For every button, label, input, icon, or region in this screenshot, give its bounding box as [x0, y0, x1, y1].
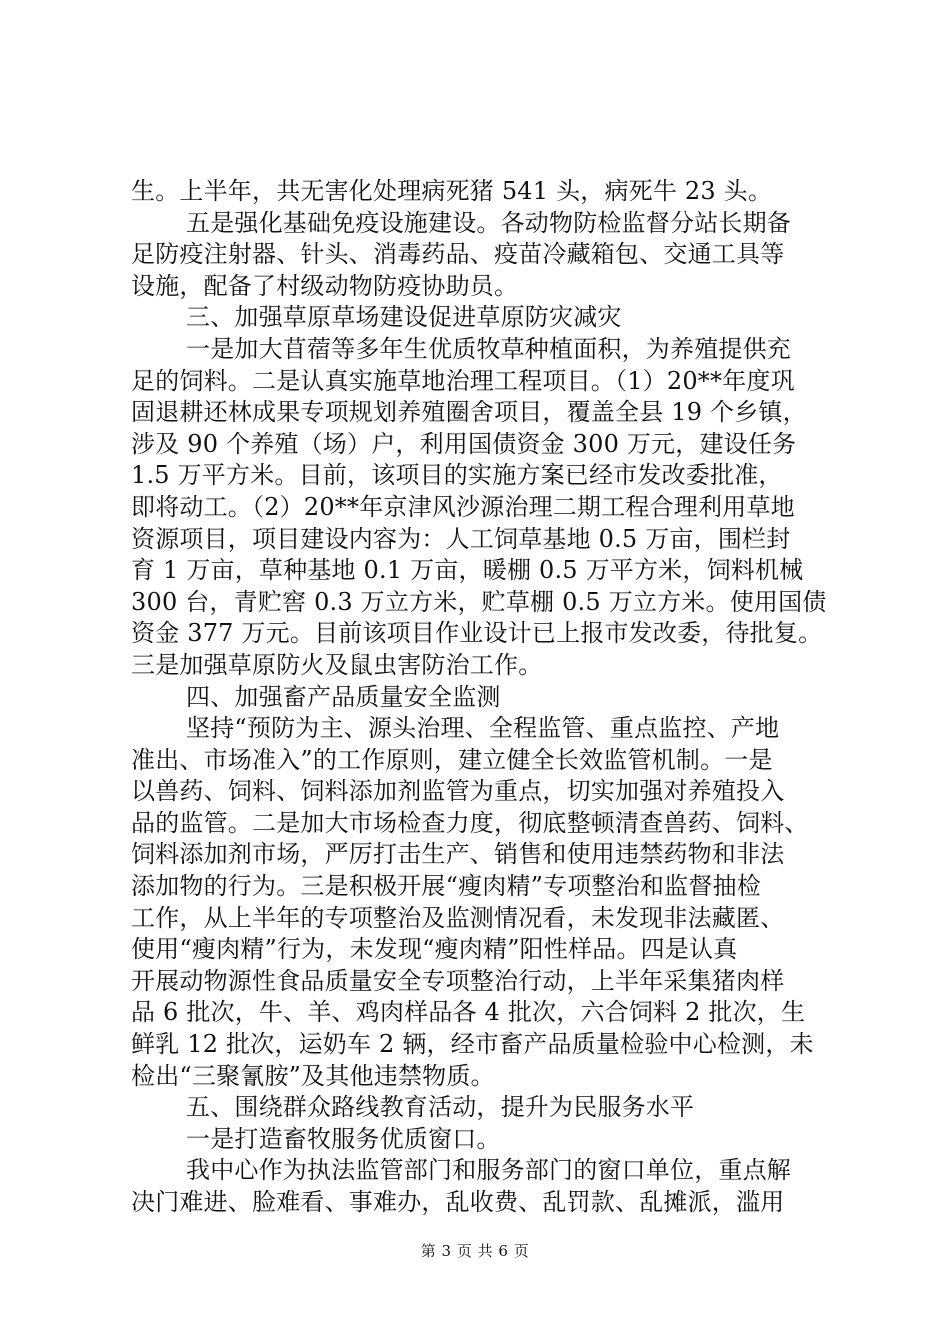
- text-line: 一是打造畜牧服务优质窗口。: [186, 1124, 501, 1153]
- text-line: 以兽药、饲料、饲料添加剂监管为重点，切实加强对养殖投入: [131, 777, 785, 806]
- text-line: 设施，配备了村级动物防疫协助员。: [131, 271, 519, 300]
- text-line: 决门难进、脸难看、事难办，乱收费、乱罚款、乱摊派，滥用: [131, 1188, 785, 1216]
- text-line: 足的饲料。二是认真实施草地治理工程项目。（1）20**年度巩: [131, 366, 795, 395]
- text-line: 五是强化基础免疫设施建设。各动物防检监督分站长期备: [186, 208, 791, 237]
- text-line: 坚持“预防为主、源头治理、全程监管、重点监控、产地: [186, 714, 780, 743]
- text-line: 鲜乳 12 批次，运奶车 2 辆，经市畜产品质量检验中心检测，未: [131, 1030, 814, 1059]
- page-footer: 第 3 页 共 6 页: [420, 1242, 530, 1260]
- text-line: 品 6 批次，牛、羊、鸡肉样品各 4 批次，六合饲料 2 批次，生: [131, 998, 806, 1027]
- text-line: 涉及 90 个养殖（场）户，利用国债资金 300 万元，建设任务: [131, 429, 797, 458]
- text-line: 资金 377 万元。目前该项目作业设计已上报市发改委，待批复。: [131, 619, 823, 648]
- text-line: 我中心作为执法监管部门和服务部门的窗口单位，重点解: [186, 1156, 791, 1185]
- text-line: 足防疫注射器、针头、消毒药品、疫苗冷藏箱包、交通工具等: [131, 240, 785, 269]
- document-body: [131, 176, 831, 1219]
- text-line: 准出、市场准入”的工作原则，建立健全长效监管机制。一是: [131, 745, 773, 774]
- section-heading: 三、加强草原草场建设促进草原防灾减灾: [186, 303, 622, 332]
- text-line: 固退耕还林成果专项规划养殖圈舍项目，覆盖全县 19 个乡镇，: [131, 398, 807, 427]
- text-line: 生。上半年，共无害化处理病死猪 541 头，病死牛 23 头。: [131, 177, 773, 205]
- text-line: 开展动物源性食品质量安全专项整治行动，上半年采集猪肉样: [131, 966, 785, 995]
- section-heading: 五、围绕群众路线教育活动，提升为民服务水平: [186, 1093, 695, 1122]
- text-line: 饲料添加剂市场，严厉打击生产、销售和使用违禁药物和非法: [131, 840, 785, 869]
- text-line: 使用“瘦肉精”行为，未发现“瘦肉精”阳性样品。四是认真: [131, 935, 738, 964]
- text-line: 三是加强草原防火及鼠虫害防治工作。: [131, 650, 543, 679]
- text-line: 即将动工。（2）20**年京津风沙源治理二期工程合理利用草地: [131, 492, 795, 521]
- text-line: 1.5 万平方米。目前，该项目的实施方案已经市发改委批准，: [131, 461, 783, 490]
- text-line: 品的监管。二是加大市场检查力度，彻底整顿清查兽药、饲料、: [131, 808, 809, 837]
- text-line: 育 1 万亩，草种基地 0.1 万亩，暖棚 0.5 万平方米，饲料机械: [131, 556, 804, 585]
- text-line: 工作，从上半年的专项整治及监测情况看，未发现非法藏匿、: [131, 903, 785, 932]
- section-heading: 四、加强畜产品质量安全监测: [186, 682, 501, 711]
- text-line: 资源项目，项目建设内容为：人工饲草基地 0.5 万亩，围栏封: [131, 524, 791, 553]
- text-line: 添加物的行为。三是积极开展“瘦肉精”专项整治和监督抽检: [131, 872, 761, 901]
- text-line: 300 台，青贮窖 0.3 万立方米，贮草棚 0.5 万立方米。使用国债: [131, 587, 827, 616]
- text-line: 检出“三聚氰胺”及其他违禁物质。: [131, 1061, 495, 1090]
- text-line: 一是加大苜蓿等多年生优质牧草种植面积，为养殖提供充: [186, 334, 791, 363]
